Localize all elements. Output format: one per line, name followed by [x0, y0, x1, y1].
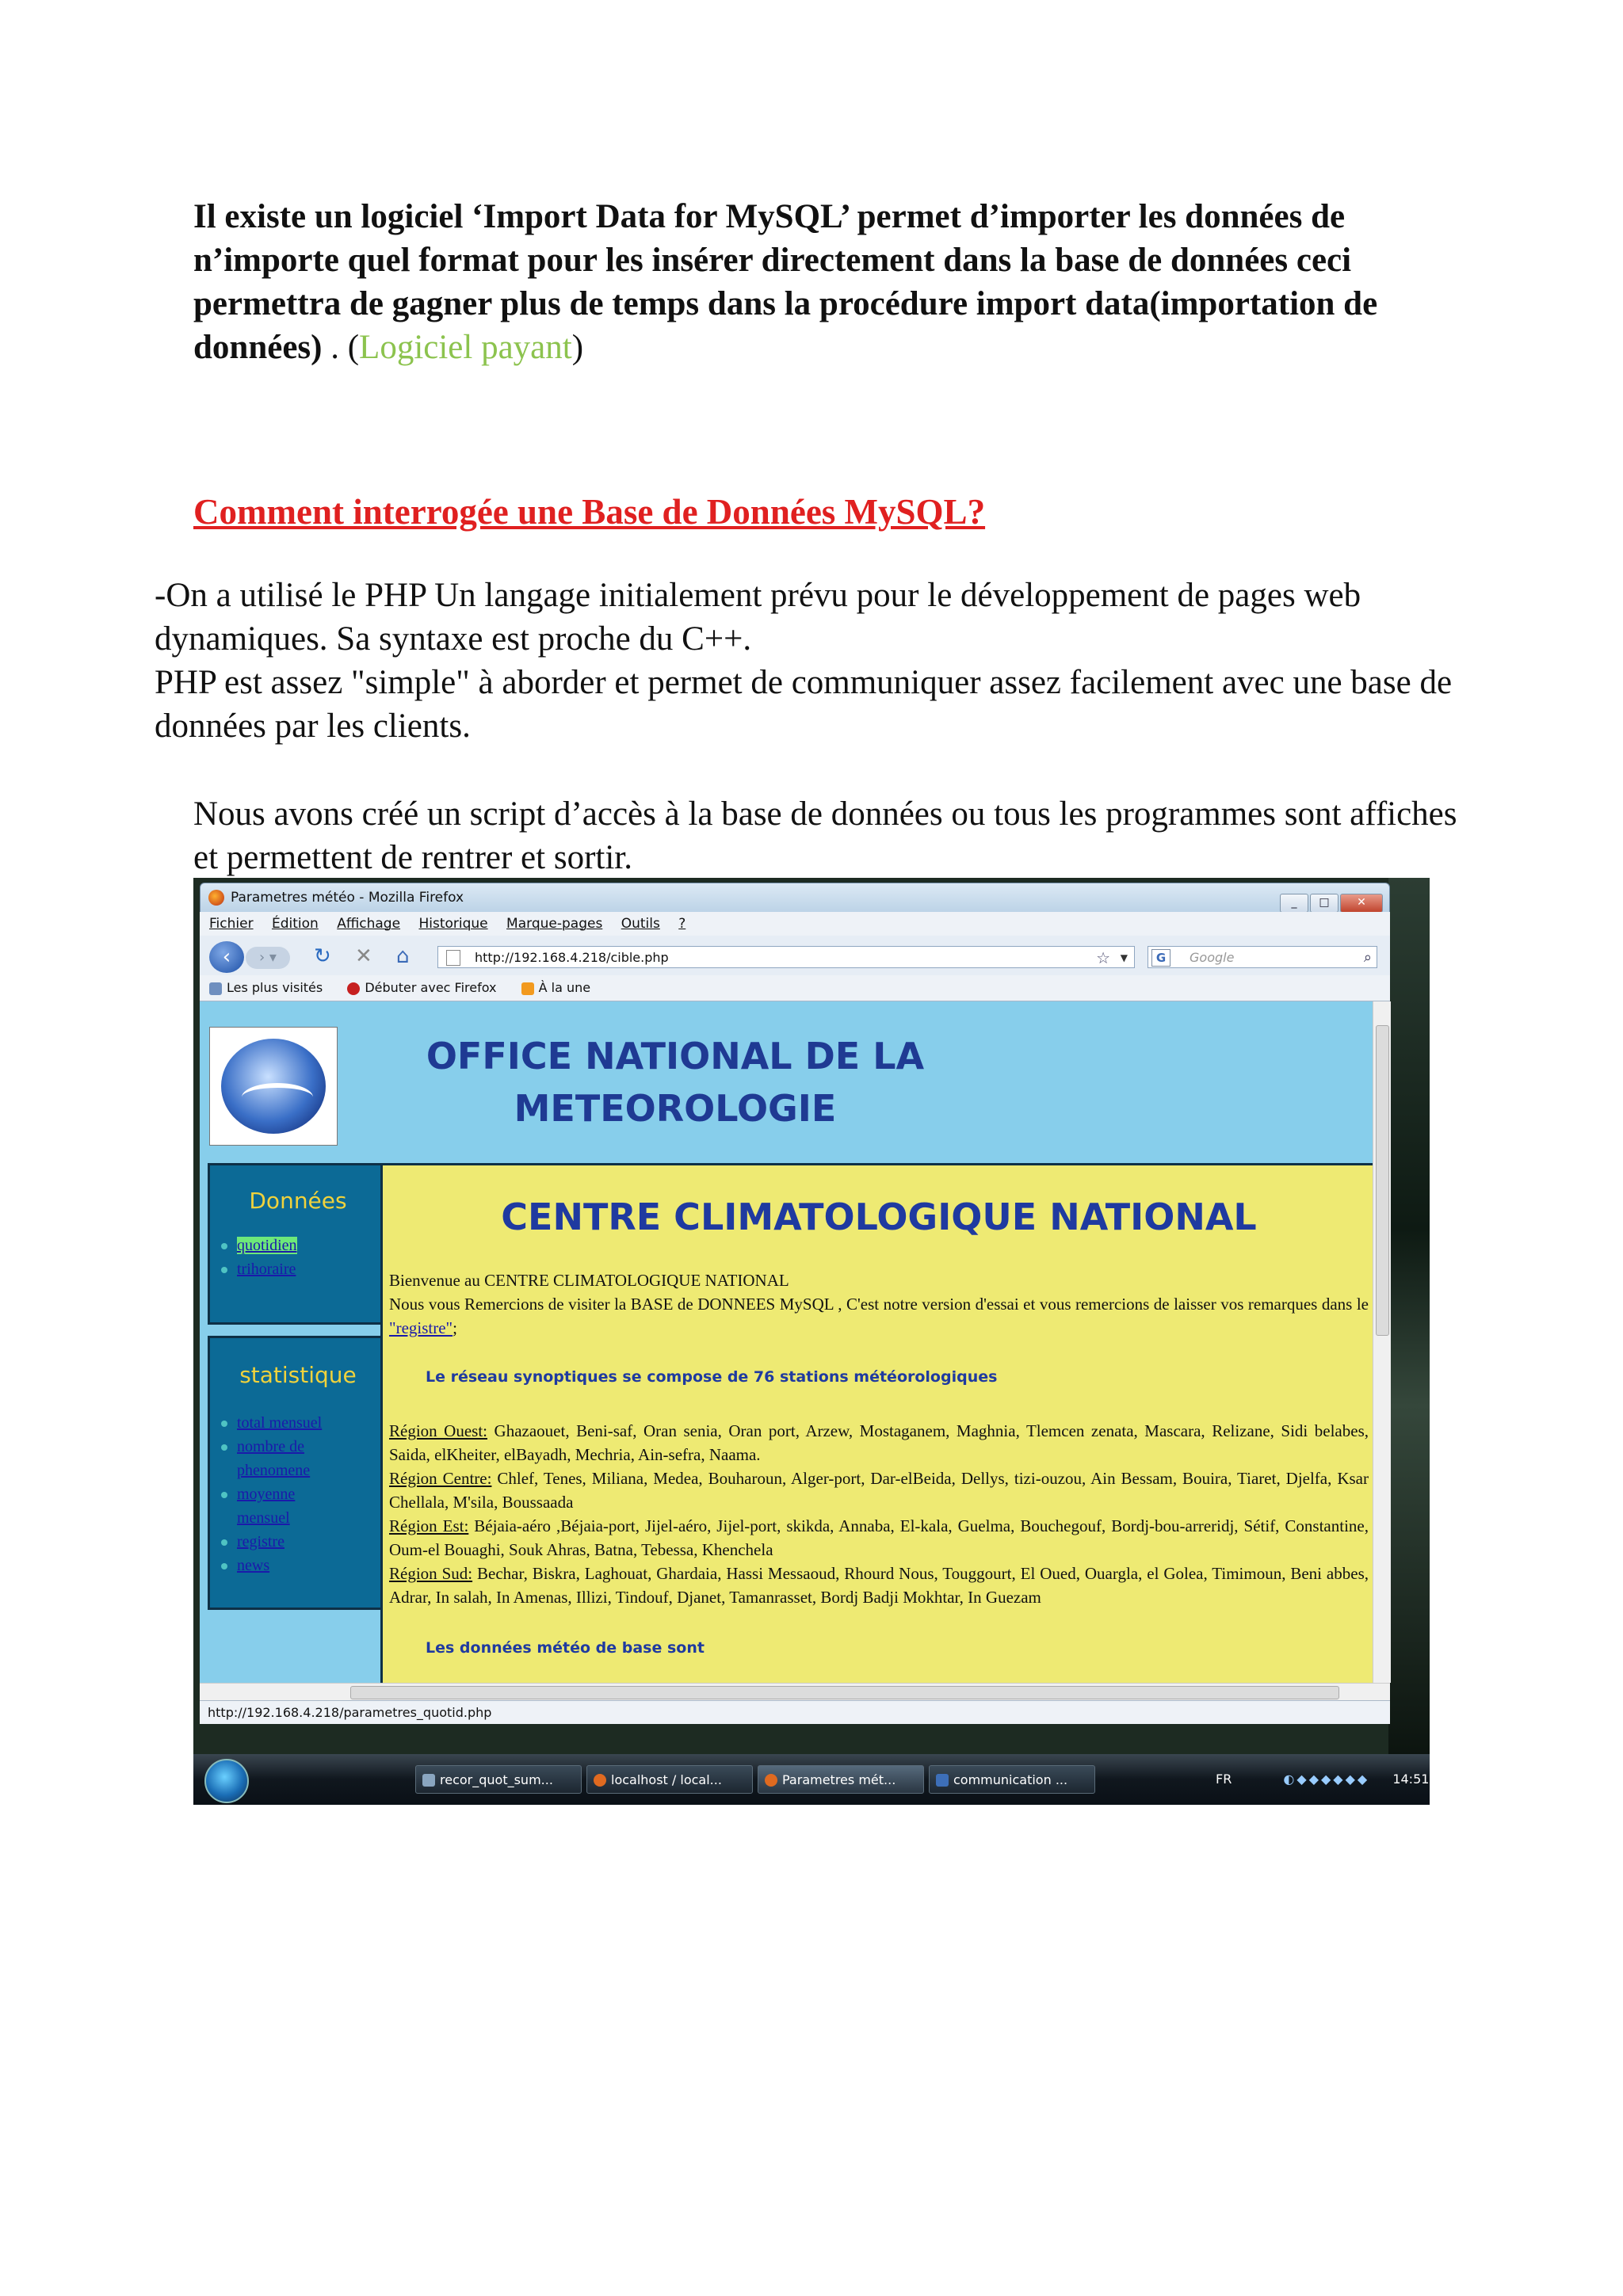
- link-phenomene[interactable]: phenomene: [237, 1462, 311, 1479]
- menu-marque-pages[interactable]: Marque-pages: [506, 916, 603, 932]
- office-title-line2: METEOROLOGIE: [514, 1087, 837, 1130]
- bookmark-most-visited[interactable]: Les plus visités: [209, 980, 323, 995]
- welcome-text: Bienvenue au CENTRE CLIMATOLOGIQUE NATIONAL Nous vous Remercions de visiter la BASE de DONNEES MySQL , C'est notre version d'essai et vous remercions de laisser vos remarques dans le "registre";: [389, 1268, 1369, 1340]
- office-title: [358, 1030, 992, 1135]
- region-sud: Région Sud: Bechar, Biskra, Laghouat, Ghardaia, Hassi Messaoud, Rhourd Nous, Touggourt, El Oued, Ouargla, el Golea, Timimoun, Beni abbes, Adrar, In salah, In Amenas, Illizi, Tindouf, Djanet, Tamanrasset, Bordj Badji Mokhtar, In Guezam: [389, 1564, 1369, 1607]
- link-nombre-de[interactable]: nombre de: [237, 1438, 304, 1455]
- taskbar-item-parametres[interactable]: Parametres mét...: [758, 1765, 924, 1794]
- page-icon: [446, 950, 460, 966]
- statistique-title: statistique: [239, 1362, 357, 1388]
- region-ouest: Région Ouest: Ghazaouet, Beni-saf, Oran senia, Oran port, Arzew, Mostaganem, Maghnia, Tlemcen zenata, Mascara, Relizane, Sidi belabes, Saida, elKheiter, elBayadh, Mechria, Ain-sefra, Naama.: [389, 1421, 1369, 1464]
- donnees-title: Données: [249, 1188, 347, 1214]
- menu-fichier[interactable]: Fichier: [209, 916, 254, 932]
- office-title-line1: OFFICE NATIONAL DE LA: [426, 1035, 925, 1077]
- home-icon[interactable]: ⌂: [396, 944, 410, 968]
- desktop-background: [1388, 878, 1430, 1757]
- search-input[interactable]: [1148, 946, 1377, 968]
- link-trihoraire[interactable]: trihoraire: [237, 1261, 296, 1278]
- bookmark-getting-started[interactable]: Débuter avec Firefox: [347, 980, 496, 995]
- reload-icon[interactable]: ↻: [314, 944, 331, 968]
- statistique-list: [218, 1411, 322, 1577]
- php-paragraph-line1: -On a utilisé le PHP Un langage initialement prévu pour le développement de pages web dynamiques. Sa syntaxe est proche du C++.: [155, 577, 1361, 658]
- link-total-mensuel[interactable]: total mensuel: [237, 1414, 323, 1432]
- address-url: http://192.168.4.218/cible.php: [475, 950, 669, 965]
- back-button[interactable]: ‹: [209, 941, 244, 973]
- web-page: [200, 1001, 1373, 1683]
- google-engine-icon[interactable]: G: [1151, 949, 1170, 967]
- link-quotidien[interactable]: quotidien: [237, 1237, 297, 1254]
- window-titlebar[interactable]: [200, 883, 1390, 913]
- menu-help[interactable]: ?: [678, 916, 686, 932]
- menu-outils[interactable]: Outils: [621, 916, 660, 932]
- windows-taskbar: [193, 1754, 1430, 1805]
- word-icon: [936, 1774, 949, 1787]
- stop-icon[interactable]: ✕: [355, 944, 372, 968]
- taskbar-item-communication[interactable]: communication ...: [929, 1765, 1095, 1794]
- clock[interactable]: 14:51: [1392, 1772, 1430, 1787]
- menu-historique[interactable]: Historique: [418, 916, 488, 932]
- php-paragraph: [155, 574, 1454, 748]
- status-bar: http://192.168.4.218/parametres_quotid.php: [200, 1700, 1390, 1724]
- window-title: Parametres météo - Mozilla Firefox: [231, 890, 464, 906]
- vertical-scrollbar[interactable]: [1373, 1001, 1391, 1683]
- regions-text: [389, 1419, 1369, 1609]
- address-bar[interactable]: [437, 946, 1135, 968]
- taskbar-item-localhost[interactable]: localhost / local...: [586, 1765, 753, 1794]
- statistique-box: [208, 1336, 388, 1610]
- firefox-icon: [208, 890, 224, 906]
- firefox-bookmark-icon: [347, 982, 360, 995]
- region-centre: Région Centre: Chlef, Tenes, Miliana, Medea, Bouharoun, Alger-port, Dar-elBeida, Dellys, tizi-ouzou, Ain Bessam, Bouira, Tiaret, Djelfa, Ksar Chellala, M'sila, Boussaada: [389, 1469, 1369, 1512]
- centre-title: CENTRE CLIMATOLOGIQUE NATIONAL: [501, 1196, 1257, 1238]
- bookmark-icon: [209, 982, 222, 995]
- main-panel: [380, 1163, 1373, 1683]
- intro-text: Nous vous Remercions de visiter la BASE de DONNEES MySQL , C'est notre version d'essai et vous remercions de laisser vos remarques dans le "registre";: [389, 1295, 1369, 1337]
- navigation-toolbar: [200, 936, 1390, 975]
- rss-icon: [521, 982, 534, 995]
- php-paragraph-line2: PHP est assez "simple" à aborder et permet de communiquer assez facilement avec une base de données par les clients.: [155, 664, 1453, 745]
- menu-affichage[interactable]: Affichage: [337, 916, 401, 932]
- onm-logo: [209, 1027, 338, 1146]
- start-button[interactable]: [204, 1759, 249, 1803]
- section-heading: Comment interrogée une Base de Données MySQL?: [193, 492, 986, 532]
- document-icon: [422, 1774, 435, 1787]
- link-mensuel[interactable]: mensuel: [237, 1509, 290, 1527]
- registre-link[interactable]: "registre": [389, 1318, 453, 1337]
- embedded-screenshot: [193, 878, 1430, 1805]
- link-registre[interactable]: registre: [237, 1533, 285, 1550]
- minimize-button[interactable]: _: [1280, 894, 1308, 913]
- link-moyenne[interactable]: moyenne: [237, 1486, 296, 1503]
- intro-separator: . (: [322, 329, 360, 366]
- tray-icons[interactable]: ◐◆◆◆◆◆◆: [1283, 1772, 1370, 1787]
- script-paragraph: Nous avons créé un script d’accès à la base de données ou tous les programmes sont affiches et permettent de rentrer et sortir.: [193, 795, 1457, 876]
- search-icon[interactable]: ⌕: [1363, 949, 1372, 966]
- bookmarks-toolbar: [200, 975, 1390, 1001]
- intro-paragraph: [193, 195, 1453, 369]
- intro-bold-text: Il existe un logiciel ‘Import Data for MySQL’ permet d’importer les données de n’importe quel format pour les insérer directement dans la base de données ceci permettra de gagner plus de temps dans la procédure import data(importation de données): [193, 198, 1378, 366]
- donnees-box: [208, 1163, 388, 1325]
- network-text: Le réseau synoptiques se compose de 76 stations météorologiques: [426, 1368, 998, 1386]
- firefox-icon: [594, 1774, 606, 1787]
- logiciel-payant-label: Logiciel payant: [359, 329, 572, 366]
- bookmark-latest-headlines[interactable]: À la une: [521, 980, 591, 995]
- horizontal-scrollbar[interactable]: [200, 1683, 1390, 1701]
- search-placeholder: Google: [1190, 950, 1235, 965]
- menu-edition[interactable]: Édition: [271, 916, 319, 932]
- url-dropdown-icon[interactable]: ▼: [1120, 952, 1128, 963]
- bookmark-star-icon[interactable]: ☆: [1096, 948, 1110, 967]
- language-indicator[interactable]: FR: [1216, 1772, 1232, 1787]
- donnees-list: [218, 1234, 297, 1281]
- forward-button[interactable]: › ▾: [246, 947, 290, 969]
- menu-bar: [200, 912, 1390, 936]
- taskbar-item-recor[interactable]: recor_quot_sum...: [415, 1765, 582, 1794]
- maximize-button[interactable]: □: [1310, 894, 1338, 913]
- intro-close-paren: ): [571, 329, 584, 366]
- link-news[interactable]: news: [237, 1557, 270, 1574]
- base-data-text: Les données météo de base sont: [426, 1639, 705, 1657]
- close-button[interactable]: ✕: [1340, 894, 1383, 913]
- region-est: Région Est: Béjaia-aéro ,Béjaia-port, Jijel-aéro, Jijel-port, skikda, Annaba, El-kala, Guelma, Bouchegouf, Bordj-bou-arreridj, Sétif, Constantine, Oum-el Bouaghi, Souk Ahras, Batna, Tebessa, Khenchela: [389, 1516, 1369, 1559]
- system-tray: [1216, 1754, 1429, 1805]
- firefox-icon: [765, 1774, 777, 1787]
